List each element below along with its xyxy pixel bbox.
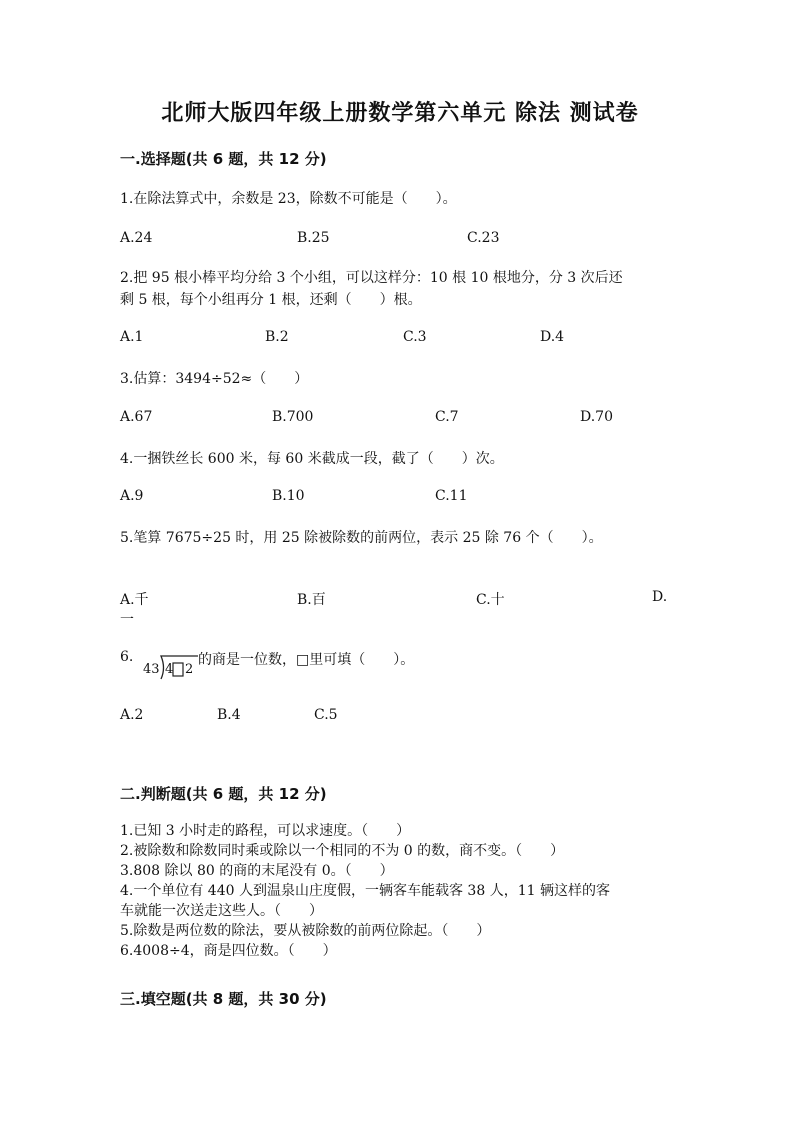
dividend-right-digit: 2 bbox=[185, 662, 194, 677]
question-6-number: 6. bbox=[120, 649, 134, 665]
q5-option-d: D. bbox=[652, 589, 668, 605]
section-heading-judge: 二.判断题(共 6 题，共 12 分) bbox=[120, 785, 327, 803]
judge-item-5: 5.除数是两位数的除法，要从被除数的前两位除起。（ ） bbox=[120, 923, 491, 939]
q2-option-b: B.2 bbox=[265, 329, 289, 345]
q5-option-d-wrap: 一 bbox=[120, 612, 134, 628]
divisor-text: 43 bbox=[143, 662, 160, 677]
judge-list bbox=[120, 821, 680, 961]
q3-option-c: C.7 bbox=[435, 409, 459, 425]
section-heading-fill: 三.填空题(共 8 题，共 30 分) bbox=[120, 990, 327, 1008]
question-4: 4.一捆铁丝长 600 米，每 60 米截成一段，截了（ ）次。 bbox=[120, 451, 504, 467]
q1-option-c: C.23 bbox=[467, 230, 500, 246]
q5-option-a: A.千 bbox=[120, 592, 149, 608]
q4-option-c: C.11 bbox=[435, 488, 468, 504]
judge-item-4-line-2: 车就能一次送走这些人。（ ） bbox=[120, 903, 323, 919]
question-3: 3.估算：3494÷52≈（ ） bbox=[120, 371, 309, 387]
q3-option-d: D.70 bbox=[580, 409, 613, 425]
judge-item-4-line-1: 4.一个单位有 440 人到温泉山庄度假，一辆客车能载客 38 人，11 辆这样的客 bbox=[120, 883, 610, 899]
question-2 bbox=[120, 267, 680, 311]
judge-item-2: 2.被除数和除数同时乘或除以一个相同的不为 0 的数，商不变。（ ） bbox=[120, 843, 565, 859]
blank-box bbox=[173, 663, 183, 676]
q2-option-a: A.1 bbox=[120, 329, 144, 345]
judge-item-3: 3.808 除以 80 的商的末尾没有 0。（ ） bbox=[120, 863, 394, 879]
judge-item-6: 6.4008÷4，商是四位数。（ ） bbox=[120, 943, 337, 959]
q3-option-a: A.67 bbox=[120, 409, 153, 425]
q1-option-a: A.24 bbox=[120, 230, 153, 246]
q1-option-b: B.25 bbox=[297, 230, 330, 246]
question-1: 1.在除法算式中，余数是 23，除数不可能是（ ）。 bbox=[120, 191, 457, 207]
page-title: 北师大版四年级上册数学第六单元 除法 测试卷 bbox=[161, 101, 639, 126]
question-6-text: 的商是一位数，□里可填（ ）。 bbox=[198, 652, 415, 668]
question-5: 5.笔算 7675÷25 时，用 25 除被除数的前两位，表示 25 除 76 个（ ）。 bbox=[120, 530, 603, 546]
q4-option-b: B.10 bbox=[272, 488, 305, 504]
q6-option-c: C.5 bbox=[314, 707, 338, 723]
q5-option-c: C.十 bbox=[476, 592, 505, 608]
q5-option-b: B.百 bbox=[297, 592, 326, 608]
q2-option-d: D.4 bbox=[540, 329, 565, 345]
long-division-figure bbox=[140, 650, 200, 682]
q2-option-c: C.3 bbox=[403, 329, 427, 345]
judge-item-1: 1.已知 3 小时走的路程，可以求速度。（ ） bbox=[120, 823, 411, 839]
q6-option-a: A.2 bbox=[120, 707, 144, 723]
question-2-line-1: 2.把 95 根小棒平均分给 3 个小组，可以这样分：10 根 10 根地分，分 3 次后还 bbox=[120, 270, 623, 286]
question-2-line-2: 剩 5 根，每个小组再分 1 根，还剩（ ）根。 bbox=[120, 292, 422, 308]
section-heading-choice: 一.选择题(共 6 题，共 12 分) bbox=[120, 150, 327, 168]
dividend-left-digit: 4 bbox=[165, 662, 174, 677]
q3-option-b: B.700 bbox=[272, 409, 314, 425]
q4-option-a: A.9 bbox=[120, 488, 144, 504]
q6-option-b: B.4 bbox=[217, 707, 241, 723]
